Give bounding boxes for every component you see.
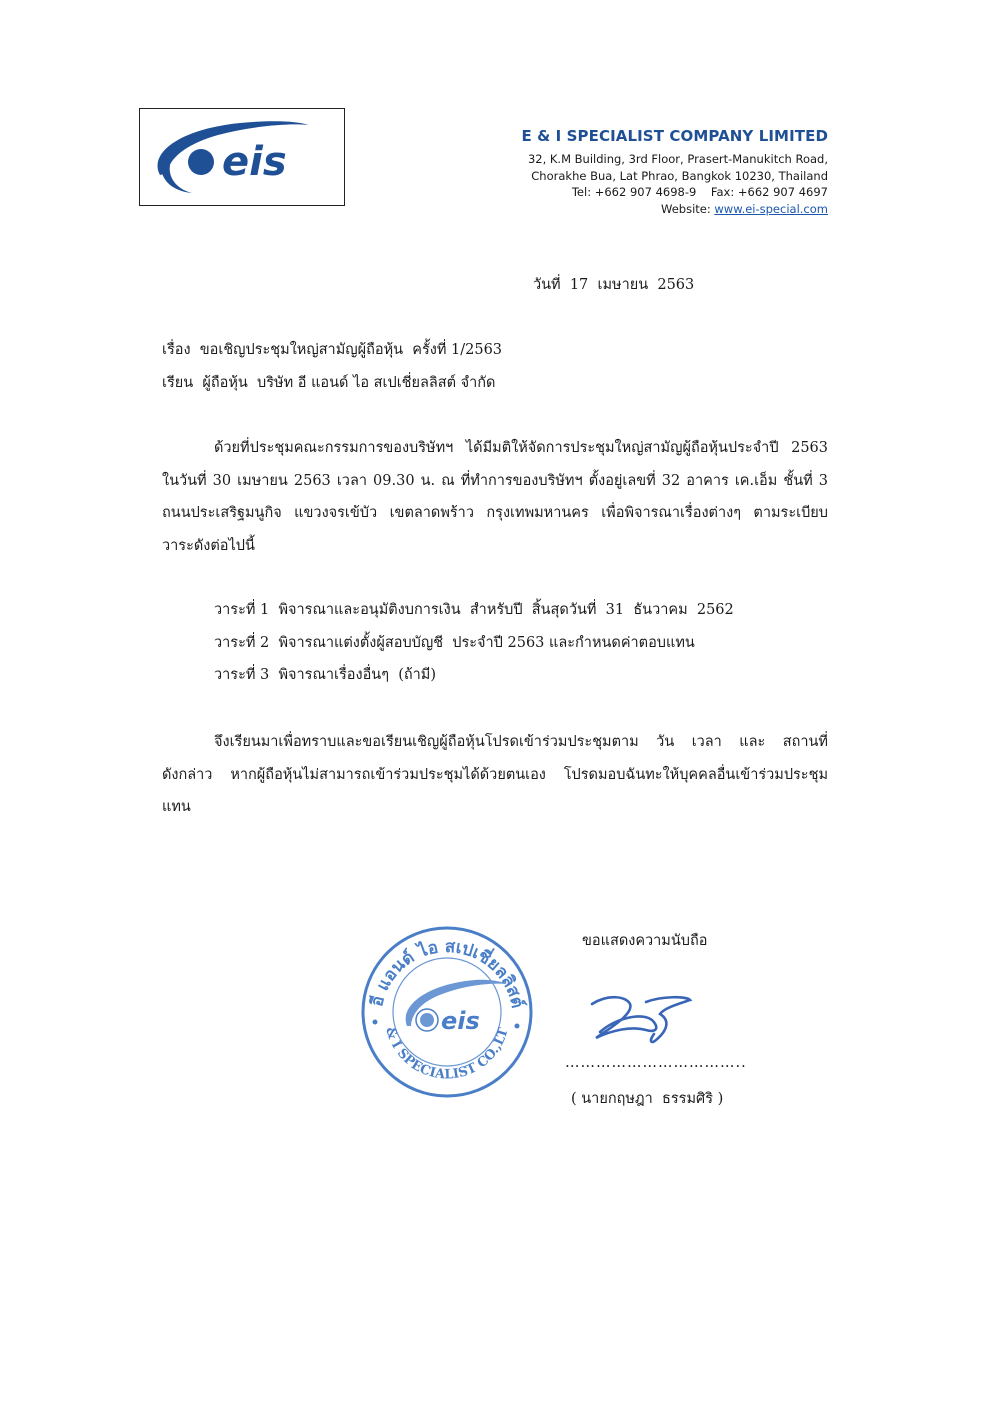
- agenda-list: [214, 594, 814, 692]
- stamp-logo-text: eis: [441, 1007, 480, 1035]
- svg-text:บริษัท อี แอนด์ ไอ สเปเชี่ยลลิ: [357, 922, 528, 1015]
- signer-name: ( นายกฤษฎา ธรรมศิริ ): [571, 1091, 724, 1107]
- stamp-thai-text: อี แอนด์ ไอ สเปเชี่ยลลิสต์: [367, 936, 528, 1010]
- company-seal-icon: [357, 922, 537, 1102]
- closing-text: ขอแสดงความนับถือ: [582, 933, 708, 949]
- body-paragraph-2: [162, 726, 828, 824]
- body1-line-3: ถนนประเสริฐมนูกิจ แขวงจรเข้บัว เขตลาดพร้าว กรุงเทพมหานคร เพื่อพิจารณาเรื่องต่างๆ ตามระเบียบ: [162, 505, 828, 521]
- body2-line-1: จึงเรียนมาเพื่อทราบและขอเรียนเชิญผู้ถือหุ้นโปรดเข้าร่วมประชุมตาม วัน เวลา และ สถานที่: [214, 734, 828, 750]
- body2-line-2: ดังกล่าว หากผู้ถือหุ้นไม่สามารถเข้าร่วมประชุมได้ด้วยตนเอง โปรดมอบฉันทะให้บุคคลอื่นเข้าร่วมประชุม: [162, 766, 828, 783]
- company-name: E & I SPECIALIST COMPANY LIMITED: [521, 127, 828, 145]
- signature-icon: [586, 990, 701, 1050]
- letter-recipient: เรียน ผู้ถือหุ้น บริษัท อี แอนด์ ไอ สเปเชี่ยลลิสต์ จำกัด: [162, 375, 496, 391]
- body1-line-2: ในวันที่ 30 เมษายน 2563 เวลา 09.30 น. ณ ที่ทำการของบริษัทฯ ตั้งอยู่เลขที่ 32 อาคาร เค.เอ็ม ชั้นที่ 3: [162, 472, 828, 489]
- company-logo: [139, 108, 345, 206]
- company-stamp: [357, 922, 537, 1106]
- website-link[interactable]: www.ei-special.com: [714, 201, 828, 216]
- stamp-english-text: & I SPECIALIST CO.,LT: [382, 1025, 512, 1083]
- contact-line: Tel: +662 907 4698-9 Fax: +662 907 4697: [571, 185, 828, 199]
- company-header: [521, 127, 828, 217]
- body2-line-3: แทน: [162, 799, 191, 815]
- eis-logo-icon: [140, 109, 343, 204]
- body-paragraph-1: [162, 432, 828, 562]
- agenda-item-2: วาระที่ 2 พิจารณาแต่งตั้งผู้สอบบัญชี ประจำปี 2563 และกำหนดค่าตอบแทน: [214, 634, 695, 651]
- agenda-item-1: วาระที่ 1 พิจารณาและอนุมัติงบการเงิน สำหรับปี สิ้นสุดวันที่ 31 ธันวาคม 2562: [214, 602, 734, 618]
- body1-line-4: วาระดังต่อไปนี้: [162, 537, 255, 554]
- signature-line: ……………………………..: [565, 1055, 747, 1071]
- signature-image: [586, 990, 701, 1054]
- address-line-2: Chorakhe Bua, Lat Phrao, Bangkok 10230, Thailand: [531, 168, 828, 183]
- body1-line-1: ด้วยที่ประชุมคณะกรรมการของบริษัทฯ ได้มีมติให้จัดการประชุมใหญ่สามัญผู้ถือหุ้นประจำปี 2563: [214, 440, 828, 456]
- website-line: [521, 201, 828, 218]
- address-line-1: 32, K.M Building, 3rd Floor, Prasert-Manukitch Road,: [527, 152, 828, 166]
- letter-subject: เรื่อง ขอเชิญประชุมใหญ่สามัญผู้ถือหุ้น ครั้งที่ 1/2563: [162, 342, 503, 358]
- agenda-item-3: วาระที่ 3 พิจารณาเรื่องอื่นๆ (ถ้ามี): [214, 667, 437, 683]
- svg-text:eis: eis: [222, 139, 287, 185]
- website-label: Website:: [661, 201, 715, 216]
- letter-date: วันที่ 17 เมษายน 2563: [533, 277, 695, 293]
